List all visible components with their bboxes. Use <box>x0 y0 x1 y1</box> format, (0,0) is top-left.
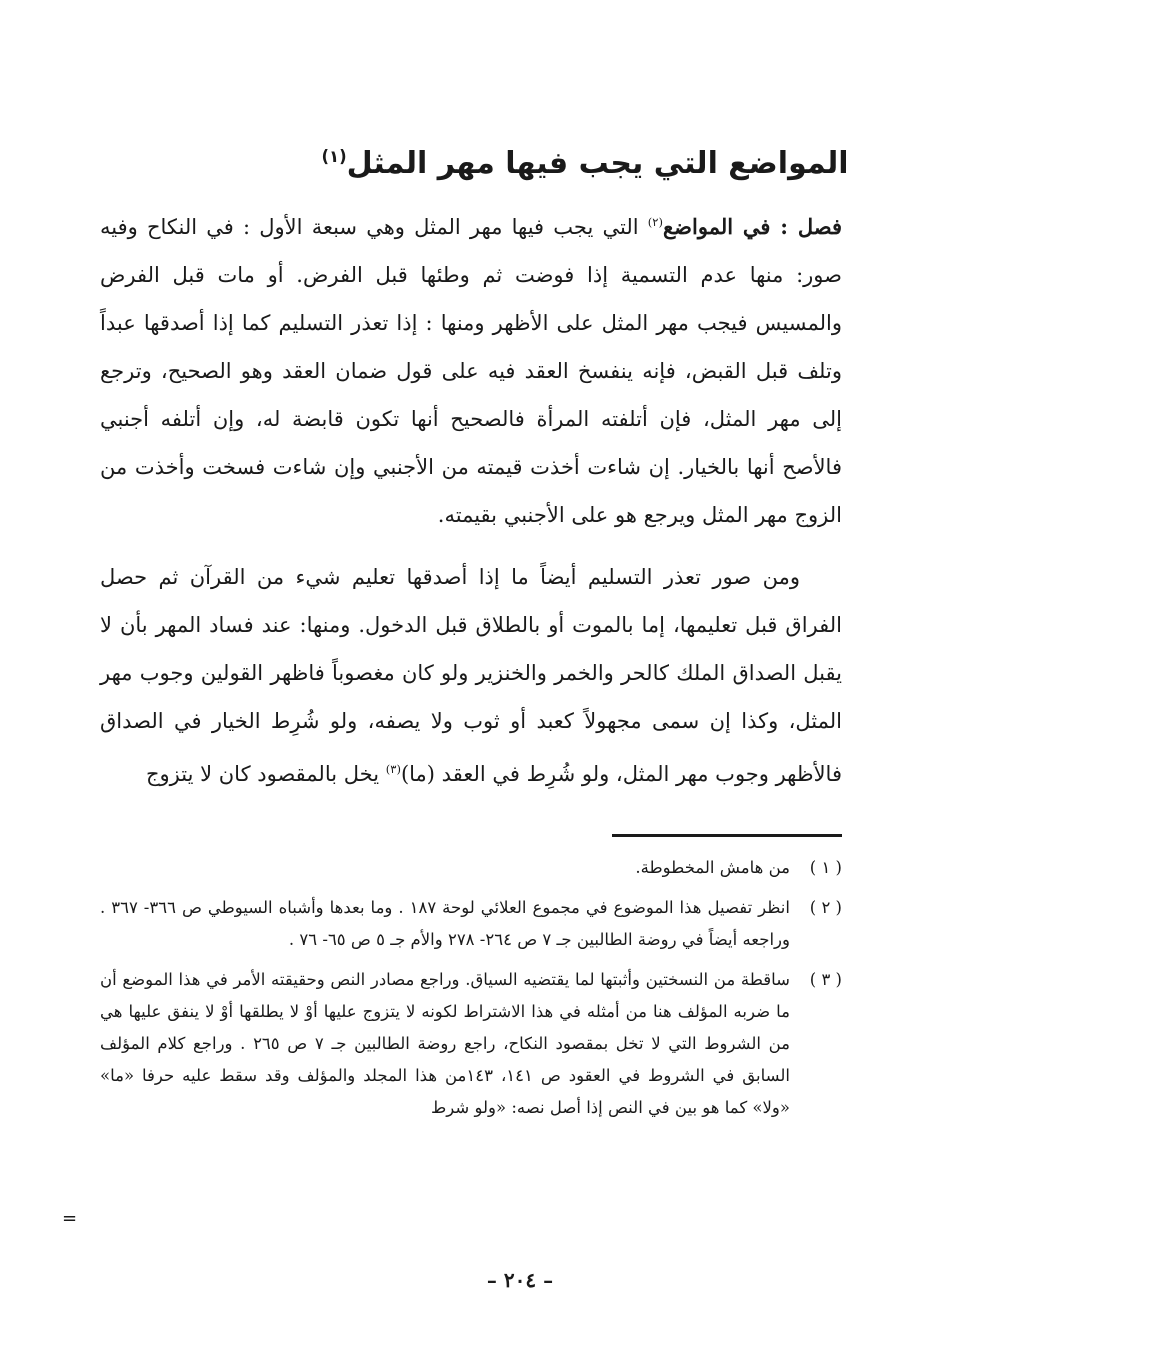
page-title <box>230 132 940 189</box>
paragraph-2-text-a: ومن صور تعذر التسليم أيضاً ما إذا أصدقها تعليم شيء من القرآن ثم حصل الفراق قبل تعليمها، إما بالموت أو بالطلاق قبل الدخول. ومنها: عند فساد المهر بأن لا يقبل الصداق الملك كالحر والخمر والخنزير ولو كان مغصوباً فاظهر القولين وجوب مهر المثل، وكذا إن سمى مجهولاً كعبد أو ثوب ولا يصفه، ولو شُرِط الخيار في الصداق فالأظهر وجوب مهر المثل، ولو شُرِط في العقد (ما) <box>100 565 842 786</box>
footnote-number: ( ٣ ) <box>809 970 842 989</box>
footnotes <box>100 852 842 1132</box>
footnote-1 <box>100 852 842 884</box>
section-lead: فصل : في المواضع <box>663 214 842 239</box>
footnote-3 <box>100 964 842 1124</box>
page-number: – ٢٠٤ – <box>486 1268 554 1292</box>
footnote-ref-2: (٢) <box>647 215 663 229</box>
footnote-text: من هامش المخطوطة. <box>635 858 790 877</box>
paragraph-2-text-b: يخل بالمقصود كان لا يتزوج <box>145 762 386 786</box>
footnote-text: ساقطة من النسختين وأثبتها لما يقتضيه السياق. وراجع مصادر النص وحقيقته الأمر في هذا الموضع أن ما ضربه المؤلف هنا من أمثله في هذا الاشتراط لكونه لا يتزوج عليها أوْ لا يطلقها أوْ لا ينفق عليها هي من الشروط التي لا تخل بمقصود النكاح، راجع روضة الطالبين جـ ٧ ص ٢٦٥ . وراجع كلام المؤلف السابق في الشروط في العقود ص ١٤١، ١٤٣من هذا المجلد والمؤلف وقد سقط عليه حرفا «ما» «ولا» كما هو بين في النص إذا أصل نصه: «ولو شرط <box>100 970 790 1117</box>
continuation-mark: = <box>62 1208 78 1229</box>
title-text: المواضع التي يجب فيها مهر المثل <box>346 146 849 182</box>
footnote-2 <box>100 892 842 956</box>
paragraph-1-text: التي يجب فيها مهر المثل وهي سبعة الأول : في النكاح وفيه صور: منها عدم التسمية إذا فوضت ثم وطئها قبل الفرض. أو مات قبل الفرض والمسيس فيجب مهر المثل على الأظهر ومنها : إذا تعذر التسليم كما إذا أصدقها عبداً وتلف قبل القبض، فإنه ينفسخ العقد فيه على قول ضمان العقد وهو الصحيح، وترجع إلى مهر المثل، فإن أتلفته المرأة فالصحيح أنها تكون قابضة له، وإن أتلفه أجنبي فالأصح أنها بالخيار. إن شاءت أخذت قيمته من الأجنبي وإن شاءت فسخت وأخذت من الزوج مهر المثل ويرجع هو على الأجنبي بقيمته. <box>100 215 842 527</box>
footnote-number: ( ٢ ) <box>809 898 842 917</box>
footnote-ref-3: (٣) <box>385 762 401 776</box>
main-text <box>100 198 842 798</box>
footnote-text: انظر تفصيل هذا الموضوع في مجموع العلائي لوحة ١٨٧ . وما بعدها وأشباه السيوطي ص ٣٦٦- ٣٦٧ . وراجعه أيضاً في روضة الطالبين جـ ٧ ص ٢٦٤- ٢٧٨ والأم جـ ٥ ص ٦٥- ٧٦ . <box>100 898 790 949</box>
paragraph-1 <box>100 198 842 539</box>
paragraph-2 <box>100 553 842 798</box>
footnote-number: ( ١ ) <box>809 858 842 877</box>
footnote-separator <box>612 834 842 837</box>
title-footnote-ref: (١) <box>321 147 347 167</box>
